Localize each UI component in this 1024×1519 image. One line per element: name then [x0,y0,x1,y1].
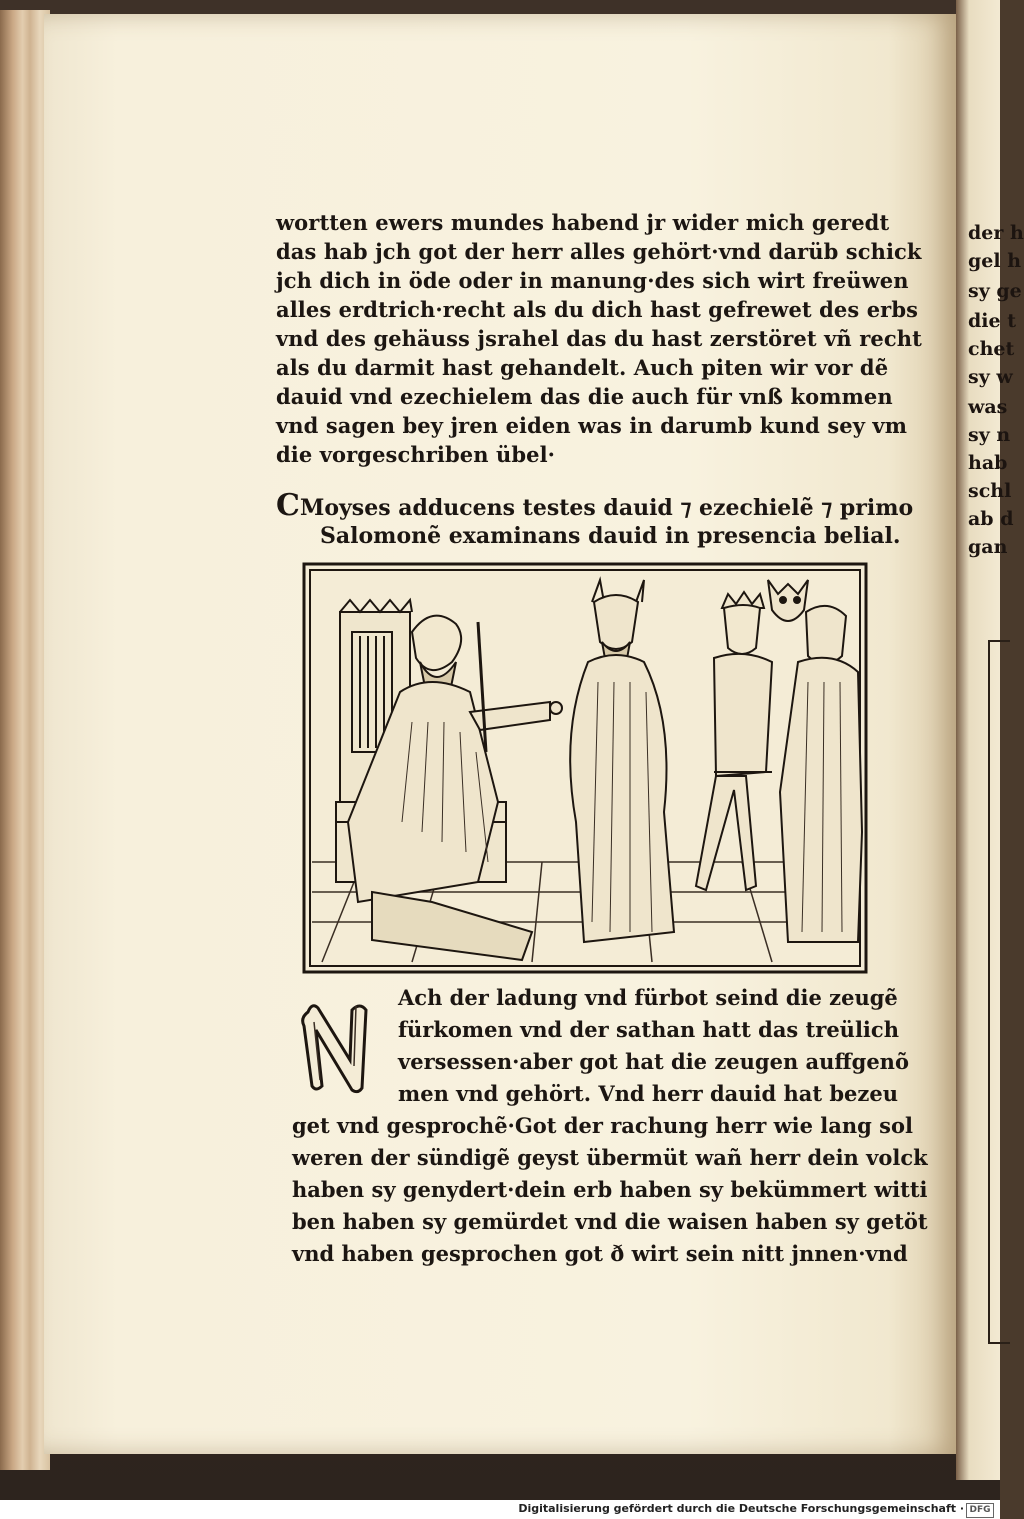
text-line: Ach der ladung vnd fürbot seind die zeugẽ [398,985,898,1010]
text-line: dauid vnd ezechielem das die auch für vnß kommen [276,384,893,409]
facing-text-fragment: der h [968,222,1024,244]
text-line: als du darmit hast gehandelt. Auch piten wir vor dẽ [276,355,889,380]
facing-page-edge [956,0,1024,1480]
facing-text-fragment: sy w [968,366,1013,388]
woodcut-illustration [302,562,868,974]
text-block-bottom [292,982,928,1270]
paragraph-mark: C [276,488,300,523]
text-line: haben sy genydert·dein erb haben sy bekümmert witti [292,1177,928,1202]
text-line: jch dich in öde oder in manung·des sich wirt freüwen [276,268,909,293]
text-block-top [276,208,922,469]
facing-text-fragment: gan [968,536,1008,558]
caption-line: Moyses adducens testes dauid ⁊ ezechielẽ ⁊ primo [300,495,914,521]
facing-text-fragment: chet [968,338,1015,360]
facing-text-fragment: sy n [968,424,1011,446]
facing-text-fragment: sy ge [968,280,1022,302]
facing-text-fragment: die t [968,310,1016,332]
facing-text-fragment: was [968,396,1008,418]
text-line: das hab jch got der herr alles gehört·vnd darüb schick [276,239,922,264]
text-line: vnd sagen bey jren eiden was in darumb kund sey vm [276,413,908,438]
text-line: die vorgeschriben übel· [276,442,556,467]
text-line: ben haben sy gemürdet vnd die waisen haben sy getöt [292,1209,928,1234]
facing-text-fragment: hab [968,452,1008,474]
caption-line: Salomonẽ examinans dauid in presencia belial. [320,523,901,549]
facing-woodcut-frame [988,640,1010,1344]
page-stack-edge [0,10,50,1470]
text-line: fürkomen vnd der sathan hatt das treülich [398,1017,899,1042]
text-line: vnd haben gesprochen got ð wirt sein nitt jnnen·vnd [292,1241,908,1266]
text-line: get vnd gesprochẽ·Got der rachung herr wie lang sol [292,1113,913,1138]
text-line: men vnd gehört. Vnd herr dauid hat bezeu [398,1081,898,1106]
text-line: vnd des gehäuss jsrahel das du hast zerstöret vñ recht [276,326,922,351]
text-line: versessen·aber got hat die zeugen auffgenõ [398,1049,909,1074]
text-line: wortten ewers mundes habend jr wider mich geredt [276,210,890,235]
dfg-logo: DFG [966,1503,994,1518]
text-line: weren der sündigẽ geyst übermüt wañ herr dein volck [292,1145,928,1170]
text-line: alles erdtrich·recht als du dich hast gefrewet des erbs [276,297,919,322]
woodcut-caption [276,488,914,552]
facing-text-fragment: gel h [968,250,1022,272]
facing-text-fragment: schl [968,480,1012,502]
footer-bar [0,1500,1000,1519]
footer-credit: Digitalisierung gefördert durch die Deutsche Forschungsgemeinschaft · [518,1502,964,1515]
facing-text-fragment: ab d [968,508,1014,530]
